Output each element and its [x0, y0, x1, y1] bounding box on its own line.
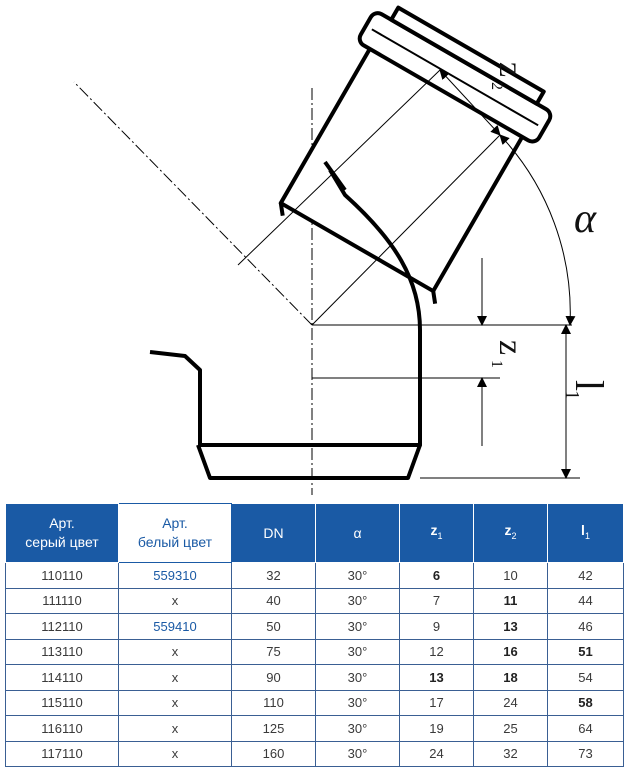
table-row [6, 665, 624, 691]
cell-art-white: x [119, 639, 232, 665]
cell-z1: 13 [400, 665, 474, 691]
table-row [6, 639, 624, 665]
cell-l1: 73 [548, 741, 624, 767]
alpha-arc [500, 135, 570, 325]
cell-z1: 12 [400, 639, 474, 665]
cell-dn: 125 [232, 716, 316, 742]
cell-art-white: 559310 [119, 563, 232, 589]
header-dn: DN [232, 504, 316, 563]
cell-alpha: 30° [316, 588, 400, 614]
cell-z2: 18 [474, 665, 548, 691]
cell-alpha: 30° [316, 716, 400, 742]
cell-l1: 46 [548, 614, 624, 640]
header-z1: $z_1$ [400, 504, 474, 563]
cell-alpha: 30° [316, 639, 400, 665]
cell-dn: 32 [232, 563, 316, 589]
header-art-grey: Арт. серый цвет [6, 504, 119, 563]
cell-art-grey: 114110 [6, 665, 119, 691]
table-row [6, 741, 624, 767]
cell-z1: 7 [400, 588, 474, 614]
cell-alpha: 30° [316, 665, 400, 691]
cell-l1: 58 [548, 690, 624, 716]
cell-z2: 11 [474, 588, 548, 614]
cell-dn: 160 [232, 741, 316, 767]
cell-z1: 24 [400, 741, 474, 767]
cell-z1: 6 [400, 563, 474, 589]
table-header-row [6, 504, 624, 563]
cell-z2: 16 [474, 639, 548, 665]
cell-alpha: 30° [316, 741, 400, 767]
header-z2: $z_2$ [474, 504, 548, 563]
svg-text:1: 1 [561, 390, 583, 400]
table-row [6, 563, 624, 589]
spec-table [5, 503, 624, 767]
spigot-end [198, 445, 420, 478]
cell-alpha: 30° [316, 690, 400, 716]
table-row [6, 690, 624, 716]
cell-z1: 17 [400, 690, 474, 716]
table-body [6, 563, 624, 767]
svg-text:1: 1 [488, 360, 505, 368]
cell-z1: 9 [400, 614, 474, 640]
cell-l1: 51 [548, 639, 624, 665]
cell-dn: 90 [232, 665, 316, 691]
cell-art-grey: 116110 [6, 716, 119, 742]
cell-dn: 40 [232, 588, 316, 614]
svg-text:z: z [492, 62, 529, 78]
cell-art-grey: 110110 [6, 563, 119, 589]
header-alpha: α [316, 504, 400, 563]
cell-dn: 50 [232, 614, 316, 640]
cell-l1: 44 [548, 588, 624, 614]
cell-alpha: 30° [316, 563, 400, 589]
cell-l1: 64 [548, 716, 624, 742]
cell-art-white: x [119, 716, 232, 742]
cell-art-white: x [119, 690, 232, 716]
cell-z2: 25 [474, 716, 548, 742]
cell-dn: 110 [232, 690, 316, 716]
svg-text:z: z [492, 340, 529, 356]
cell-z2: 24 [474, 690, 548, 716]
cell-dn: 75 [232, 639, 316, 665]
cell-z2: 13 [474, 614, 548, 640]
cell-art-grey: 112110 [6, 614, 119, 640]
svg-text:l: l [567, 380, 612, 392]
cell-z1: 19 [400, 716, 474, 742]
table-row [6, 716, 624, 742]
alpha-label: α [574, 196, 597, 242]
z1-label [488, 340, 529, 368]
cell-z2: 32 [474, 741, 548, 767]
cell-art-grey: 115110 [6, 690, 119, 716]
table-row [6, 614, 624, 640]
cell-art-white: x [119, 665, 232, 691]
cell-art-grey: 111110 [6, 588, 119, 614]
cell-art-white: x [119, 588, 232, 614]
cell-art-grey: 113110 [6, 639, 119, 665]
cell-l1: 42 [548, 563, 624, 589]
header-art-white: Арт. белый цвет [119, 504, 232, 563]
cell-z2: 10 [474, 563, 548, 589]
l1-label [561, 380, 612, 400]
inclined-centerline [74, 82, 312, 325]
cell-alpha: 30° [316, 614, 400, 640]
cell-art-white: 559410 [119, 614, 232, 640]
cell-art-grey: 117110 [6, 741, 119, 767]
cell-art-white: x [119, 741, 232, 767]
table-row [6, 588, 624, 614]
svg-text:2: 2 [488, 82, 505, 90]
cell-l1: 54 [548, 665, 624, 691]
header-l1: $l_1$ [548, 504, 624, 563]
